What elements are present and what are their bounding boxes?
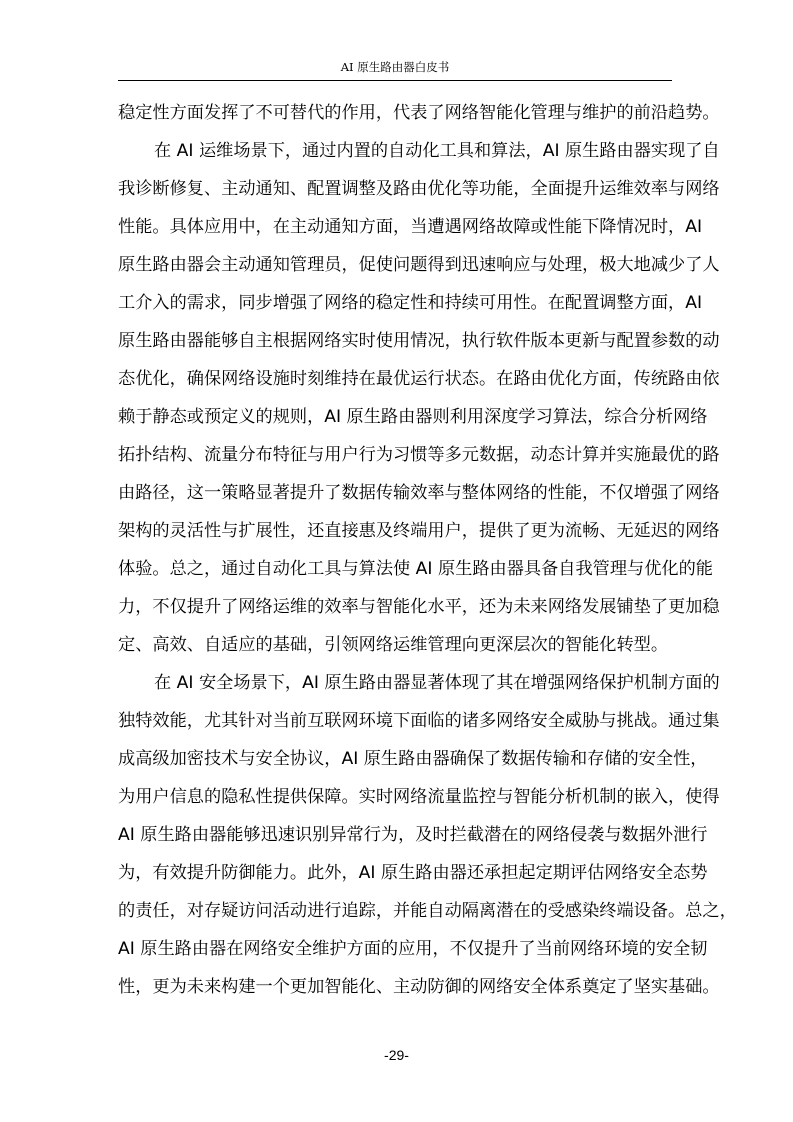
paragraph-ai-operations bbox=[118, 132, 720, 664]
text-line: 原生路由器能够自主根据网络实时使用情况，执行软件版本更新与配置参数的动 bbox=[118, 331, 720, 351]
text-line: 为，有效提升防御能力。此外，AI 原生路由器还承担起定期评估网络安全态势 bbox=[118, 863, 708, 883]
text-line: 的责任，对存疑访问活动进行追踪，并能自动隔离潜在的受感染终端设备。总之， bbox=[118, 901, 737, 921]
text-line: 成高级加密技术与安全协议，AI 原生路由器确保了数据传输和存储的安全性， bbox=[118, 749, 708, 769]
page-header bbox=[118, 52, 672, 81]
text-line: 工介入的需求，同步增强了网络的稳定性和持续可用性。在配置调整方面，AI bbox=[118, 293, 703, 313]
text-line: 由路径，这一策略显著提升了数据传输效率与整体网络的性能，不仅增强了网络 bbox=[118, 483, 720, 503]
text-line: 力，不仅提升了网络运维的效率与智能化水平，还为未来网络发展铺垫了更加稳 bbox=[118, 597, 720, 617]
text-line: 态优化，确保网络设施时刻维持在最优运行状态。在路由优化方面，传统路由依 bbox=[118, 369, 720, 389]
text-line: 在 AI 安全场景下，AI 原生路由器显著体现了其在增强网络保护机制方面的 bbox=[154, 673, 720, 693]
text-line: 性能。具体应用中，在主动通知方面，当遭遇网络故障或性能下降情况时，AI bbox=[118, 217, 703, 237]
text-line: AI 原生路由器在网络安全维护方面的应用，不仅提升了当前网络环境的安全韧 bbox=[118, 939, 708, 959]
page-body bbox=[118, 94, 737, 1006]
text-line: 定、高效、自适应的基础，引领网络运维管理向更深层次的智能化转型。 bbox=[118, 635, 669, 655]
text-line: 性，更为未来构建一个更加智能化、主动防御的网络安全体系奠定了坚实基础。 bbox=[118, 977, 720, 997]
page-number: -29- bbox=[384, 1047, 409, 1063]
header-title: AI 原生路由器白皮书 bbox=[340, 60, 450, 74]
text-line: 体验。总之，通过自动化工具与算法使 AI 原生路由器具备自我管理与优化的能 bbox=[118, 559, 713, 579]
text-line: 在 AI 运维场景下，通过内置的自动化工具和算法，AI 原生路由器实现了自 bbox=[154, 141, 720, 161]
text-line: AI 原生路由器能够迅速识别异常行为，及时拦截潜在的网络侵袭与数据外泄行 bbox=[118, 825, 708, 845]
text-line: 为用户信息的隐私性提供保障。实时网络流量监控与智能分析机制的嵌入，使得 bbox=[118, 787, 720, 807]
text-line: 我诊断修复、主动通知、配置调整及路由优化等功能，全面提升运维效率与网络 bbox=[118, 179, 720, 199]
text-line: 拓扑结构、流量分布特征与用户行为习惯等多元数据，动态计算并实施最优的路 bbox=[118, 445, 720, 465]
paragraph-continuation bbox=[118, 94, 720, 132]
text-line: 原生路由器会主动通知管理员，促使问题得到迅速响应与处理，极大地减少了人 bbox=[118, 255, 720, 275]
text-line: 独特效能，尤其针对当前互联网环境下面临的诸多网络安全威胁与挑战。通过集 bbox=[118, 711, 720, 731]
text-line: 赖于静态或预定义的规则，AI 原生路由器则利用深度学习算法，综合分析网络 bbox=[118, 407, 708, 427]
paragraph-ai-security bbox=[118, 664, 737, 1006]
text-line: 架构的灵活性与扩展性，还直接惠及终端用户，提供了更为流畅、无延迟的网络 bbox=[118, 521, 720, 541]
text-line: 稳定性方面发挥了不可替代的作用，代表了网络智能化管理与维护的前沿趋势。 bbox=[118, 103, 720, 123]
